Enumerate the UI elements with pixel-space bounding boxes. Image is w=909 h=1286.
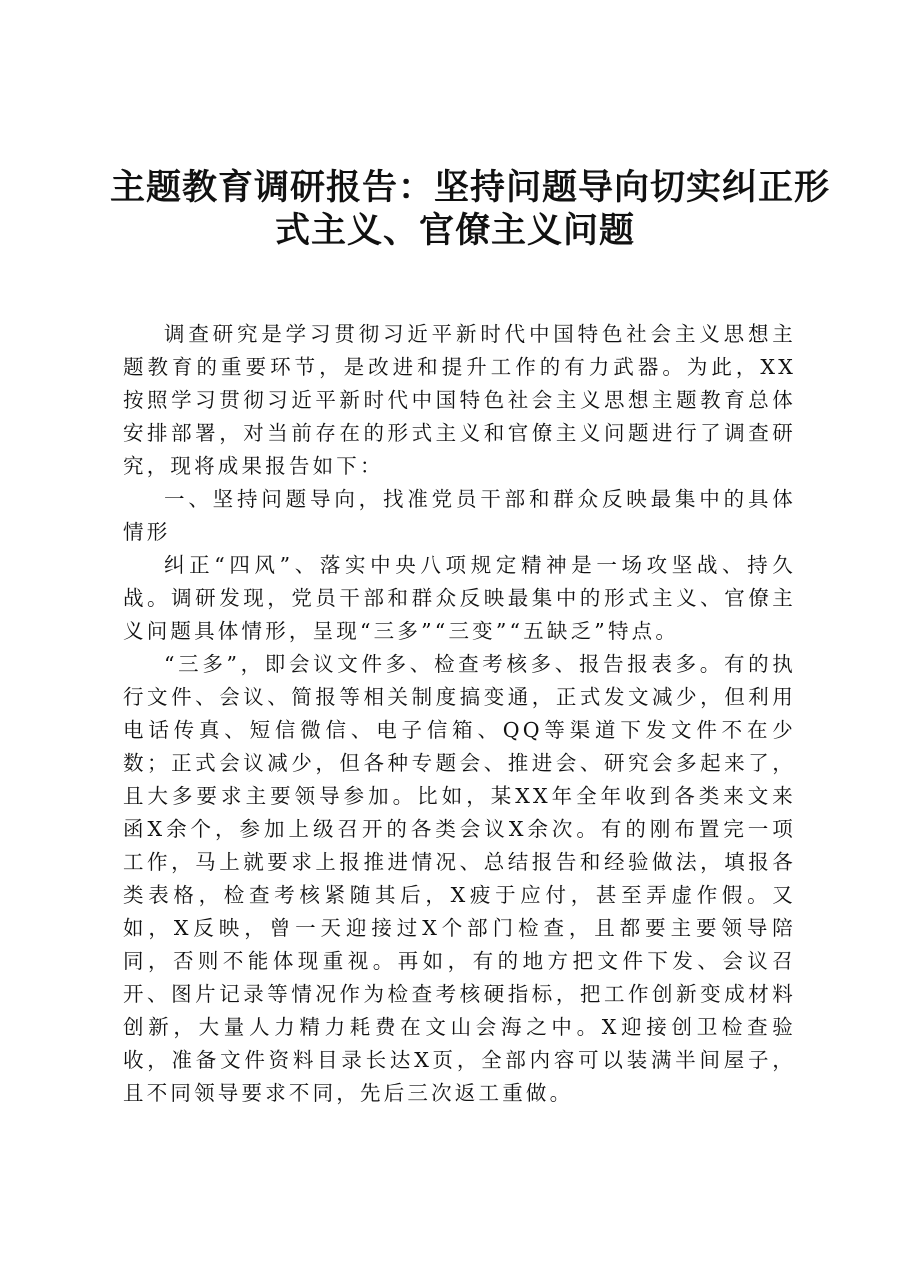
- document-title-line-1: 主题教育调研报告：坚持问题导向切实纠正形: [110, 168, 831, 208]
- paragraph-three-many: “三多”，即会议文件多、检查考核多、报告报表多。有的执行文件、会议、简报等相关制度搞变通，正式发文减少，但利用电话传真、短信微信、电子信箱、QQ等渠道下发文件不在少数；正式会议减少，但各种专题会、推进会、研究会多起来了，且大多要求主要领导参加。比如，某XX年全年收到各类来文来函X余个，参加上级召开的各类会议X余次。有的刚布置完一项工作，马上就要求上报推进情况、总结报告和经验做法，填报各类表格，检查考核紧随其后，X疲于应付，甚至弄虚作假。又如，X反映，曾一天迎接过X个部门检查，且都要主要领导陪同，否则不能体现重视。再如，有的地方把文件下发、会议召开、图片记录等情况作为检查考核硬指标，把工作创新变成材料创新，大量人力精力耗费在文山会海之中。X迎接创卫检查验收，准备文件资料目录长达X页，全部内容可以装满半间屋子，且不同领导要求不同，先后三次返工重做。: [123, 652, 796, 1105]
- section-heading-1: 一、坚持问题导向，找准党员干部和群众反映最集中的具体情形: [123, 487, 796, 544]
- paragraph-findings: 纠正“四风”、落实中央八项规定精神是一场攻坚战、持久战。调研发现，党员干部和群众反映最集中的形式主义、官僚主义问题具体情形，呈现“三多”“三变”“五缺乏”特点。: [123, 553, 796, 643]
- document-title-line-2: 式主义、官僚主义问题: [274, 211, 635, 251]
- document-body: [123, 318, 796, 1110]
- paragraph-intro: 调查研究是学习贯彻习近平新时代中国特色社会主义思想主题教育的重要环节，是改进和提升工作的有力武器。为此，XX按照学习贯彻习近平新时代中国特色社会主义思想主题教育总体安排部署，对当前存在的形式主义和官僚主义问题进行了调查研究，现将成果报告如下：: [123, 322, 796, 478]
